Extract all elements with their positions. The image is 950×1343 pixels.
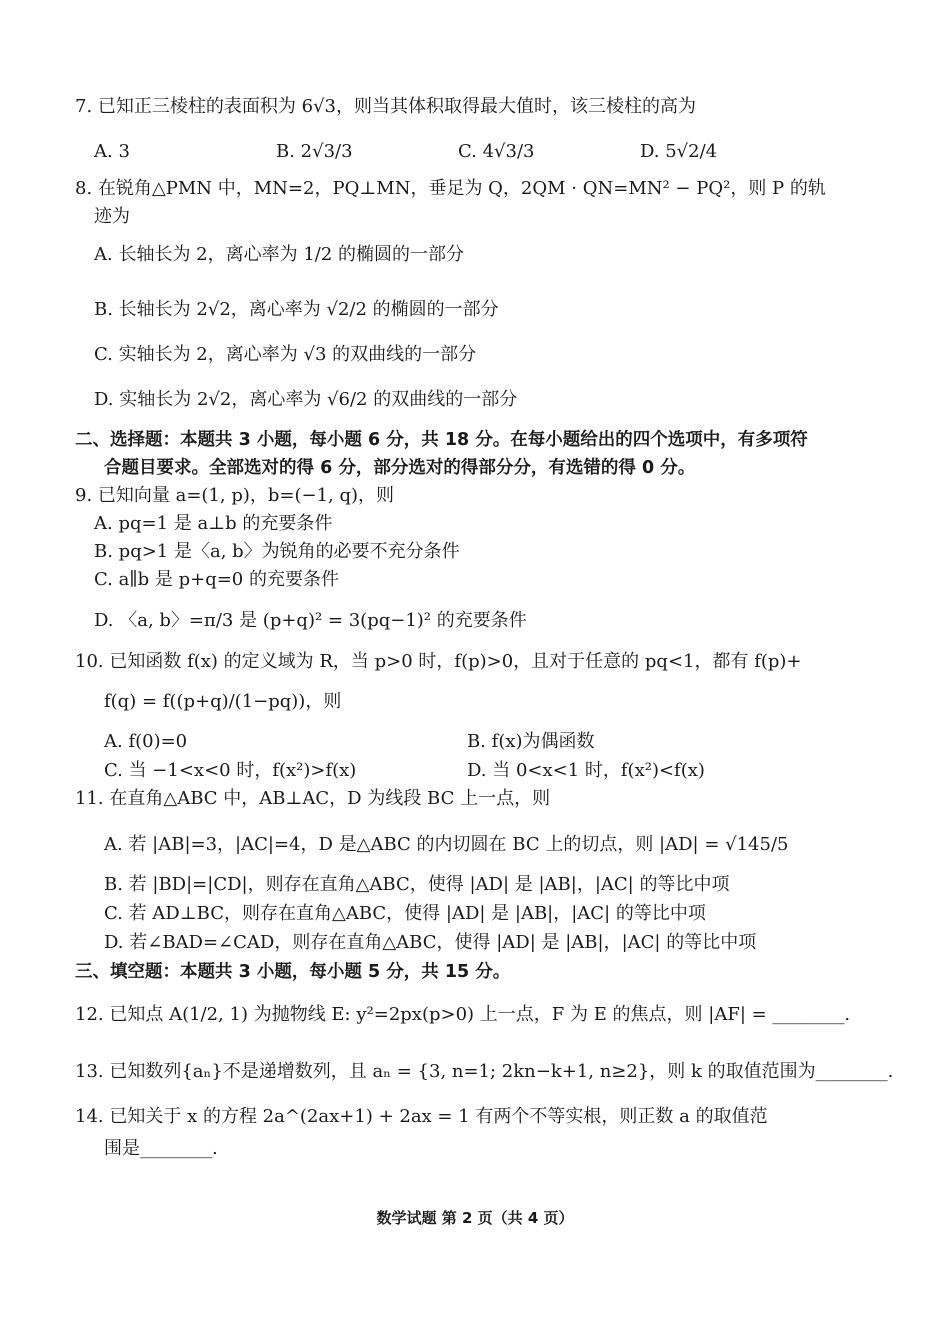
q8-option-d: D. 实轴长为 2√2，离心率为 √6/2 的双曲线的一部分 [94,389,518,410]
q11-stem: 11. 在直角△ABC 中，AB⊥AC，D 为线段 BC 上一点，则 [75,788,551,809]
q11-option-a: A. 若 |AB|=3，|AC|=4，D 是△ABC 的内切圆在 BC 上的切点，则 |AD| = √145/5 [104,834,789,855]
q7-option-a: A. 3 [94,141,130,162]
q10-stem-line2: f(q) = f((p+q)/(1−pq))，则 [104,691,342,712]
q8-stem-line2: 迹为 [94,206,130,227]
section3-heading: 三、填空题：本题共 3 小题，每小题 5 分，共 15 分。 [75,962,511,982]
q7-option-c: C. 4√3/3 [458,141,535,162]
q13-text: 13. 已知数列{aₙ}不是递增数列，且 aₙ = {3, n=1; 2kn−k+1, n≥2}，则 k 的取值范围为________. [75,1061,894,1082]
q9-option-a: A. pq=1 是 a⊥b 的充要条件 [94,513,333,534]
section2-heading-line1: 二、选择题：本题共 3 小题，每小题 6 分，共 18 分。在每小题给出的四个选项中，有多项符 [75,430,808,450]
q9-option-b: B. pq>1 是〈a, b〉为锐角的必要不充分条件 [94,541,460,562]
q7-stem: 7. 已知正三棱柱的表面积为 6√3，则当其体积取得最大值时，该三棱柱的高为 [75,96,696,117]
page-footer: 数学试题 第 2 页（共 4 页） [376,1209,574,1227]
q10-option-d: D. 当 0<x<1 时，f(x²)<f(x) [467,760,705,781]
q11-option-b: B. 若 |BD|=|CD|，则存在直角△ABC，使得 |AD| 是 |AB|，|AC| 的等比中项 [104,874,730,895]
q11-option-d: D. 若∠BAD=∠CAD，则存在直角△ABC，使得 |AD| 是 |AB|，|AC| 的等比中项 [104,932,757,953]
q8-stem-line1: 8. 在锐角△PMN 中，MN=2，PQ⊥MN，垂足为 Q，2QM · QN=MN² − PQ²，则 P 的轨 [75,178,826,199]
q8-option-a: A. 长轴长为 2，离心率为 1/2 的椭圆的一部分 [94,244,465,265]
q10-option-a: A. f(0)=0 [104,731,188,752]
q7-option-b: B. 2√3/3 [276,141,353,162]
q9-option-d: D. 〈a, b〉=π/3 是 (p+q)² = 3(pq−1)² 的充要条件 [94,610,527,631]
q8-option-c: C. 实轴长为 2，离心率为 √3 的双曲线的一部分 [94,344,477,365]
q11-option-c: C. 若 AD⊥BC，则存在直角△ABC，使得 |AD| 是 |AB|，|AC| 的等比中项 [104,903,706,924]
q10-stem-line1: 10. 已知函数 f(x) 的定义域为 R，当 p>0 时，f(p)>0，且对于任意的 pq<1，都有 f(p)+ [75,651,802,672]
q12-text: 12. 已知点 A(1/2, 1) 为抛物线 E: y²=2px(p>0) 上一点，F 为 E 的焦点，则 |AF| = ________. [75,1004,851,1025]
q9-option-c: C. a∥b 是 p+q=0 的充要条件 [94,569,339,590]
q10-option-b: B. f(x)为偶函数 [467,731,595,752]
q7-option-d: D. 5√2/4 [640,141,718,162]
q9-stem: 9. 已知向量 a=(1, p)，b=(−1, q)，则 [75,485,395,506]
q14-text-line2: 围是________. [104,1138,218,1159]
q14-text-line1: 14. 已知关于 x 的方程 2a^(2ax+1) + 2ax = 1 有两个不等实根，则正数 a 的取值范 [75,1106,768,1127]
section2-heading-line2: 合题目要求。全部选对的得 6 分，部分选对的得部分分，有选错的得 0 分。 [104,458,696,478]
q10-option-c: C. 当 −1<x<0 时，f(x²)>f(x) [104,760,357,781]
q8-option-b: B. 长轴长为 2√2，离心率为 √2/2 的椭圆的一部分 [94,299,499,320]
